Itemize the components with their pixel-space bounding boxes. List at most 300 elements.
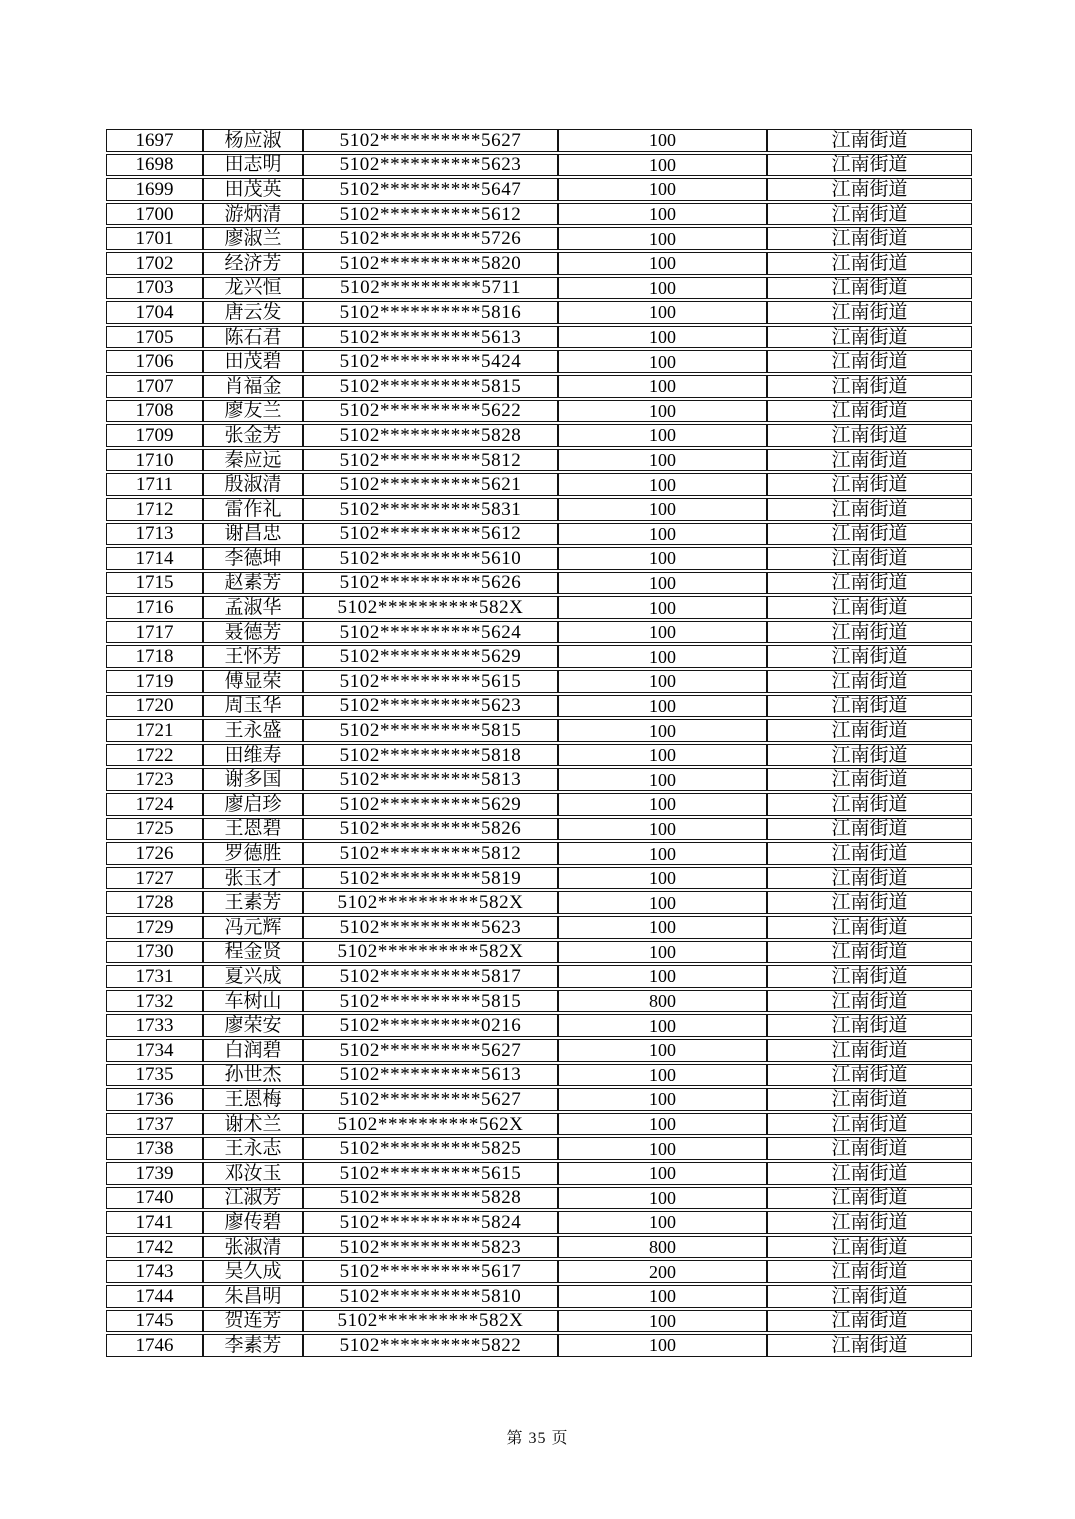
district-cell: 江南街道 [767,965,972,988]
name-cell: 傅显荣 [203,670,303,693]
amount-cell: 100 [558,277,767,300]
id-cell: 5102**********5819 [303,867,558,890]
district-cell: 江南街道 [767,572,972,595]
district-cell: 江南街道 [767,252,972,275]
amount-cell: 100 [558,326,767,349]
table-row [106,916,972,939]
id-cell: 5102**********5828 [303,1187,558,1210]
name-cell: 谢昌忠 [203,523,303,546]
table-row [106,400,972,423]
name-cell: 孙世杰 [203,1064,303,1087]
name-cell: 朱昌明 [203,1285,303,1308]
name-cell: 王怀芳 [203,645,303,668]
district-cell: 江南街道 [767,1113,972,1136]
id-cell: 5102**********5826 [303,818,558,841]
district-cell: 江南街道 [767,867,972,890]
serial-cell: 1700 [106,203,203,226]
district-cell: 江南街道 [767,1310,972,1333]
amount-cell: 100 [558,547,767,570]
serial-cell: 1730 [106,941,203,964]
table-row [106,375,972,398]
id-cell: 5102**********5615 [303,1162,558,1185]
serial-cell: 1701 [106,227,203,250]
name-cell: 白润碧 [203,1039,303,1062]
id-cell: 5102**********5824 [303,1211,558,1234]
id-cell: 5102**********5813 [303,768,558,791]
district-cell: 江南街道 [767,1064,972,1087]
district-cell: 江南街道 [767,916,972,939]
id-cell: 5102**********5623 [303,916,558,939]
id-cell: 5102**********5812 [303,842,558,865]
amount-cell: 100 [558,1064,767,1087]
id-cell: 5102**********5711 [303,277,558,300]
id-cell: 5102**********5615 [303,670,558,693]
district-cell: 江南街道 [767,719,972,742]
table-row [106,744,972,767]
table-row [106,1236,972,1259]
table-row [106,670,972,693]
table-row [106,350,972,373]
id-cell: 5102**********5623 [303,695,558,718]
serial-cell: 1719 [106,670,203,693]
name-cell: 程金贤 [203,941,303,964]
serial-cell: 1732 [106,990,203,1013]
name-cell: 龙兴恒 [203,277,303,300]
district-cell: 江南街道 [767,621,972,644]
district-cell: 江南街道 [767,990,972,1013]
id-cell: 5102**********5828 [303,424,558,447]
id-cell: 5102**********0216 [303,1014,558,1037]
serial-cell: 1731 [106,965,203,988]
id-cell: 5102**********5626 [303,572,558,595]
serial-cell: 1722 [106,744,203,767]
id-cell: 5102**********5612 [303,523,558,546]
amount-cell: 100 [558,449,767,472]
id-cell: 5102**********5629 [303,793,558,816]
name-cell: 江淑芳 [203,1187,303,1210]
district-cell: 江南街道 [767,1187,972,1210]
name-cell: 李素芳 [203,1334,303,1357]
table-row [106,768,972,791]
district-cell: 江南街道 [767,498,972,521]
serial-cell: 1697 [106,129,203,152]
table-row [106,842,972,865]
serial-cell: 1739 [106,1162,203,1185]
serial-cell: 1734 [106,1039,203,1062]
name-cell: 王永志 [203,1137,303,1160]
table-row [106,277,972,300]
id-cell: 5102**********5627 [303,1088,558,1111]
table-row [106,227,972,250]
id-cell: 5102**********5820 [303,252,558,275]
serial-cell: 1721 [106,719,203,742]
district-cell: 江南街道 [767,1236,972,1259]
amount-cell: 100 [558,719,767,742]
name-cell: 张金芳 [203,424,303,447]
serial-cell: 1737 [106,1113,203,1136]
serial-cell: 1727 [106,867,203,890]
serial-cell: 1746 [106,1334,203,1357]
id-cell: 5102**********5815 [303,719,558,742]
amount-cell: 100 [558,301,767,324]
district-cell: 江南街道 [767,1285,972,1308]
amount-cell: 100 [558,1310,767,1333]
name-cell: 车树山 [203,990,303,1013]
serial-cell: 1726 [106,842,203,865]
amount-cell: 100 [558,154,767,177]
district-cell: 江南街道 [767,1334,972,1357]
table-row [106,596,972,619]
table-row [106,818,972,841]
name-cell: 冯元辉 [203,916,303,939]
amount-cell: 100 [558,498,767,521]
table-row [106,1162,972,1185]
name-cell: 杨应淑 [203,129,303,152]
amount-cell: 100 [558,670,767,693]
table-row [106,793,972,816]
id-cell: 5102**********582X [303,941,558,964]
serial-cell: 1735 [106,1064,203,1087]
amount-cell: 100 [558,916,767,939]
name-cell: 田维寿 [203,744,303,767]
table-row [106,891,972,914]
serial-cell: 1743 [106,1260,203,1283]
serial-cell: 1710 [106,449,203,472]
serial-cell: 1716 [106,596,203,619]
amount-cell: 100 [558,941,767,964]
table-row [106,498,972,521]
serial-cell: 1728 [106,891,203,914]
id-cell: 5102**********5623 [303,154,558,177]
serial-cell: 1699 [106,178,203,201]
serial-cell: 1706 [106,350,203,373]
district-cell: 江南街道 [767,129,972,152]
table-row [106,523,972,546]
serial-cell: 1709 [106,424,203,447]
amount-cell: 100 [558,596,767,619]
table-row [106,1064,972,1087]
table-row [106,1137,972,1160]
amount-cell: 100 [558,424,767,447]
name-cell: 经济芳 [203,252,303,275]
serial-cell: 1717 [106,621,203,644]
name-cell: 邓汝玉 [203,1162,303,1185]
id-cell: 5102**********582X [303,1310,558,1333]
id-cell: 5102**********5424 [303,350,558,373]
amount-cell: 100 [558,965,767,988]
amount-cell: 100 [558,1187,767,1210]
amount-cell: 100 [558,621,767,644]
district-cell: 江南街道 [767,326,972,349]
amount-cell: 800 [558,1236,767,1259]
amount-cell: 100 [558,1162,767,1185]
district-cell: 江南街道 [767,1088,972,1111]
id-cell: 5102**********5823 [303,1236,558,1259]
amount-cell: 100 [558,1113,767,1136]
serial-cell: 1714 [106,547,203,570]
id-cell: 5102**********5627 [303,1039,558,1062]
name-cell: 廖友兰 [203,400,303,423]
id-cell: 5102**********5831 [303,498,558,521]
table-row [106,252,972,275]
district-cell: 江南街道 [767,1137,972,1160]
serial-cell: 1738 [106,1137,203,1160]
amount-cell: 100 [558,1334,767,1357]
table-row [106,867,972,890]
table-row [106,1014,972,1037]
district-cell: 江南街道 [767,523,972,546]
serial-cell: 1736 [106,1088,203,1111]
serial-cell: 1702 [106,252,203,275]
name-cell: 罗德胜 [203,842,303,865]
serial-cell: 1698 [106,154,203,177]
name-cell: 李德坤 [203,547,303,570]
id-cell: 5102**********5810 [303,1285,558,1308]
amount-cell: 100 [558,891,767,914]
district-cell: 江南街道 [767,744,972,767]
name-cell: 廖传碧 [203,1211,303,1234]
district-cell: 江南街道 [767,596,972,619]
table-row [106,645,972,668]
district-cell: 江南街道 [767,227,972,250]
serial-cell: 1744 [106,1285,203,1308]
serial-cell: 1715 [106,572,203,595]
name-cell: 陈石君 [203,326,303,349]
name-cell: 王恩碧 [203,818,303,841]
table-row [106,1260,972,1283]
amount-cell: 100 [558,1211,767,1234]
amount-cell: 100 [558,572,767,595]
amount-cell: 100 [558,227,767,250]
amount-cell: 100 [558,744,767,767]
district-cell: 江南街道 [767,547,972,570]
district-cell: 江南街道 [767,695,972,718]
district-cell: 江南街道 [767,449,972,472]
district-cell: 江南街道 [767,645,972,668]
name-cell: 田志明 [203,154,303,177]
id-cell: 5102**********5613 [303,326,558,349]
name-cell: 秦应远 [203,449,303,472]
district-cell: 江南街道 [767,203,972,226]
district-cell: 江南街道 [767,1039,972,1062]
id-cell: 5102**********562X [303,1113,558,1136]
name-cell: 廖启珍 [203,793,303,816]
id-cell: 5102**********5726 [303,227,558,250]
serial-cell: 1703 [106,277,203,300]
table-row [106,941,972,964]
table-row [106,1088,972,1111]
name-cell: 田茂英 [203,178,303,201]
district-cell: 江南街道 [767,768,972,791]
serial-cell: 1712 [106,498,203,521]
district-cell: 江南街道 [767,793,972,816]
district-cell: 江南街道 [767,842,972,865]
amount-cell: 100 [558,400,767,423]
district-cell: 江南街道 [767,1211,972,1234]
serial-cell: 1729 [106,916,203,939]
id-cell: 5102**********5627 [303,129,558,152]
id-cell: 5102**********5817 [303,965,558,988]
id-cell: 5102**********5815 [303,990,558,1013]
amount-cell: 100 [558,645,767,668]
name-cell: 游炳清 [203,203,303,226]
id-cell: 5102**********5815 [303,375,558,398]
district-cell: 江南街道 [767,670,972,693]
serial-cell: 1718 [106,645,203,668]
id-cell: 5102**********5812 [303,449,558,472]
roster-table [106,127,972,1359]
id-cell: 5102**********5629 [303,645,558,668]
table-row [106,1113,972,1136]
name-cell: 张玉才 [203,867,303,890]
district-cell: 江南街道 [767,154,972,177]
district-cell: 江南街道 [767,818,972,841]
table-row [106,621,972,644]
id-cell: 5102**********5621 [303,473,558,496]
table-row [106,547,972,570]
district-cell: 江南街道 [767,891,972,914]
name-cell: 贺连芳 [203,1310,303,1333]
table-row [106,965,972,988]
amount-cell: 100 [558,1014,767,1037]
id-cell: 5102**********5613 [303,1064,558,1087]
serial-cell: 1745 [106,1310,203,1333]
amount-cell: 100 [558,252,767,275]
serial-cell: 1725 [106,818,203,841]
table-row [106,301,972,324]
amount-cell: 100 [558,1137,767,1160]
table-row [106,1285,972,1308]
table-row [106,719,972,742]
table-row [106,1039,972,1062]
amount-cell: 100 [558,1285,767,1308]
district-cell: 江南街道 [767,277,972,300]
id-cell: 5102**********5624 [303,621,558,644]
serial-cell: 1711 [106,473,203,496]
name-cell: 谢术兰 [203,1113,303,1136]
serial-cell: 1724 [106,793,203,816]
id-cell: 5102**********5617 [303,1260,558,1283]
table-row [106,695,972,718]
name-cell: 殷淑清 [203,473,303,496]
district-cell: 江南街道 [767,301,972,324]
amount-cell: 100 [558,473,767,496]
district-cell: 江南街道 [767,473,972,496]
id-cell: 5102**********582X [303,596,558,619]
name-cell: 肖福金 [203,375,303,398]
table-row [106,424,972,447]
table-row [106,1334,972,1357]
table-row [106,1211,972,1234]
name-cell: 唐云发 [203,301,303,324]
serial-cell: 1723 [106,768,203,791]
serial-cell: 1704 [106,301,203,324]
district-cell: 江南街道 [767,178,972,201]
amount-cell: 100 [558,818,767,841]
name-cell: 吴久成 [203,1260,303,1283]
page-number: 第 35 页 [506,1430,569,1447]
serial-cell: 1720 [106,695,203,718]
id-cell: 5102**********5825 [303,1137,558,1160]
serial-cell: 1741 [106,1211,203,1234]
table-row [106,178,972,201]
table-row [106,1310,972,1333]
table-body [106,129,972,1357]
name-cell: 赵素芳 [203,572,303,595]
name-cell: 雷作礼 [203,498,303,521]
amount-cell: 200 [558,1260,767,1283]
table-row [106,990,972,1013]
table-row [106,572,972,595]
amount-cell: 100 [558,350,767,373]
id-cell: 5102**********5610 [303,547,558,570]
amount-cell: 800 [558,990,767,1013]
name-cell: 田茂碧 [203,350,303,373]
name-cell: 王永盛 [203,719,303,742]
district-cell: 江南街道 [767,941,972,964]
district-cell: 江南街道 [767,1260,972,1283]
name-cell: 周玉华 [203,695,303,718]
id-cell: 5102**********5647 [303,178,558,201]
amount-cell: 100 [558,867,767,890]
id-cell: 5102**********5622 [303,400,558,423]
amount-cell: 100 [558,1088,767,1111]
amount-cell: 100 [558,695,767,718]
table-row [106,1187,972,1210]
name-cell: 廖荣安 [203,1014,303,1037]
district-cell: 江南街道 [767,350,972,373]
name-cell: 廖淑兰 [203,227,303,250]
district-cell: 江南街道 [767,1014,972,1037]
table-row [106,203,972,226]
table-row [106,154,972,177]
amount-cell: 100 [558,203,767,226]
district-cell: 江南街道 [767,375,972,398]
name-cell: 聂德芳 [203,621,303,644]
id-cell: 5102**********5822 [303,1334,558,1357]
district-cell: 江南街道 [767,424,972,447]
table-row [106,473,972,496]
serial-cell: 1713 [106,523,203,546]
serial-cell: 1733 [106,1014,203,1037]
amount-cell: 100 [558,768,767,791]
table-row [106,326,972,349]
name-cell: 张淑清 [203,1236,303,1259]
amount-cell: 100 [558,375,767,398]
amount-cell: 100 [558,842,767,865]
name-cell: 孟淑华 [203,596,303,619]
id-cell: 5102**********5816 [303,301,558,324]
id-cell: 5102**********5612 [303,203,558,226]
name-cell: 谢多国 [203,768,303,791]
amount-cell: 100 [558,129,767,152]
serial-cell: 1742 [106,1236,203,1259]
table-row [106,449,972,472]
district-cell: 江南街道 [767,400,972,423]
amount-cell: 100 [558,1039,767,1062]
amount-cell: 100 [558,793,767,816]
serial-cell: 1705 [106,326,203,349]
serial-cell: 1740 [106,1187,203,1210]
name-cell: 王素芳 [203,891,303,914]
table-row [106,129,972,152]
name-cell: 王恩梅 [203,1088,303,1111]
name-cell: 夏兴成 [203,965,303,988]
serial-cell: 1707 [106,375,203,398]
amount-cell: 100 [558,523,767,546]
id-cell: 5102**********582X [303,891,558,914]
id-cell: 5102**********5818 [303,744,558,767]
